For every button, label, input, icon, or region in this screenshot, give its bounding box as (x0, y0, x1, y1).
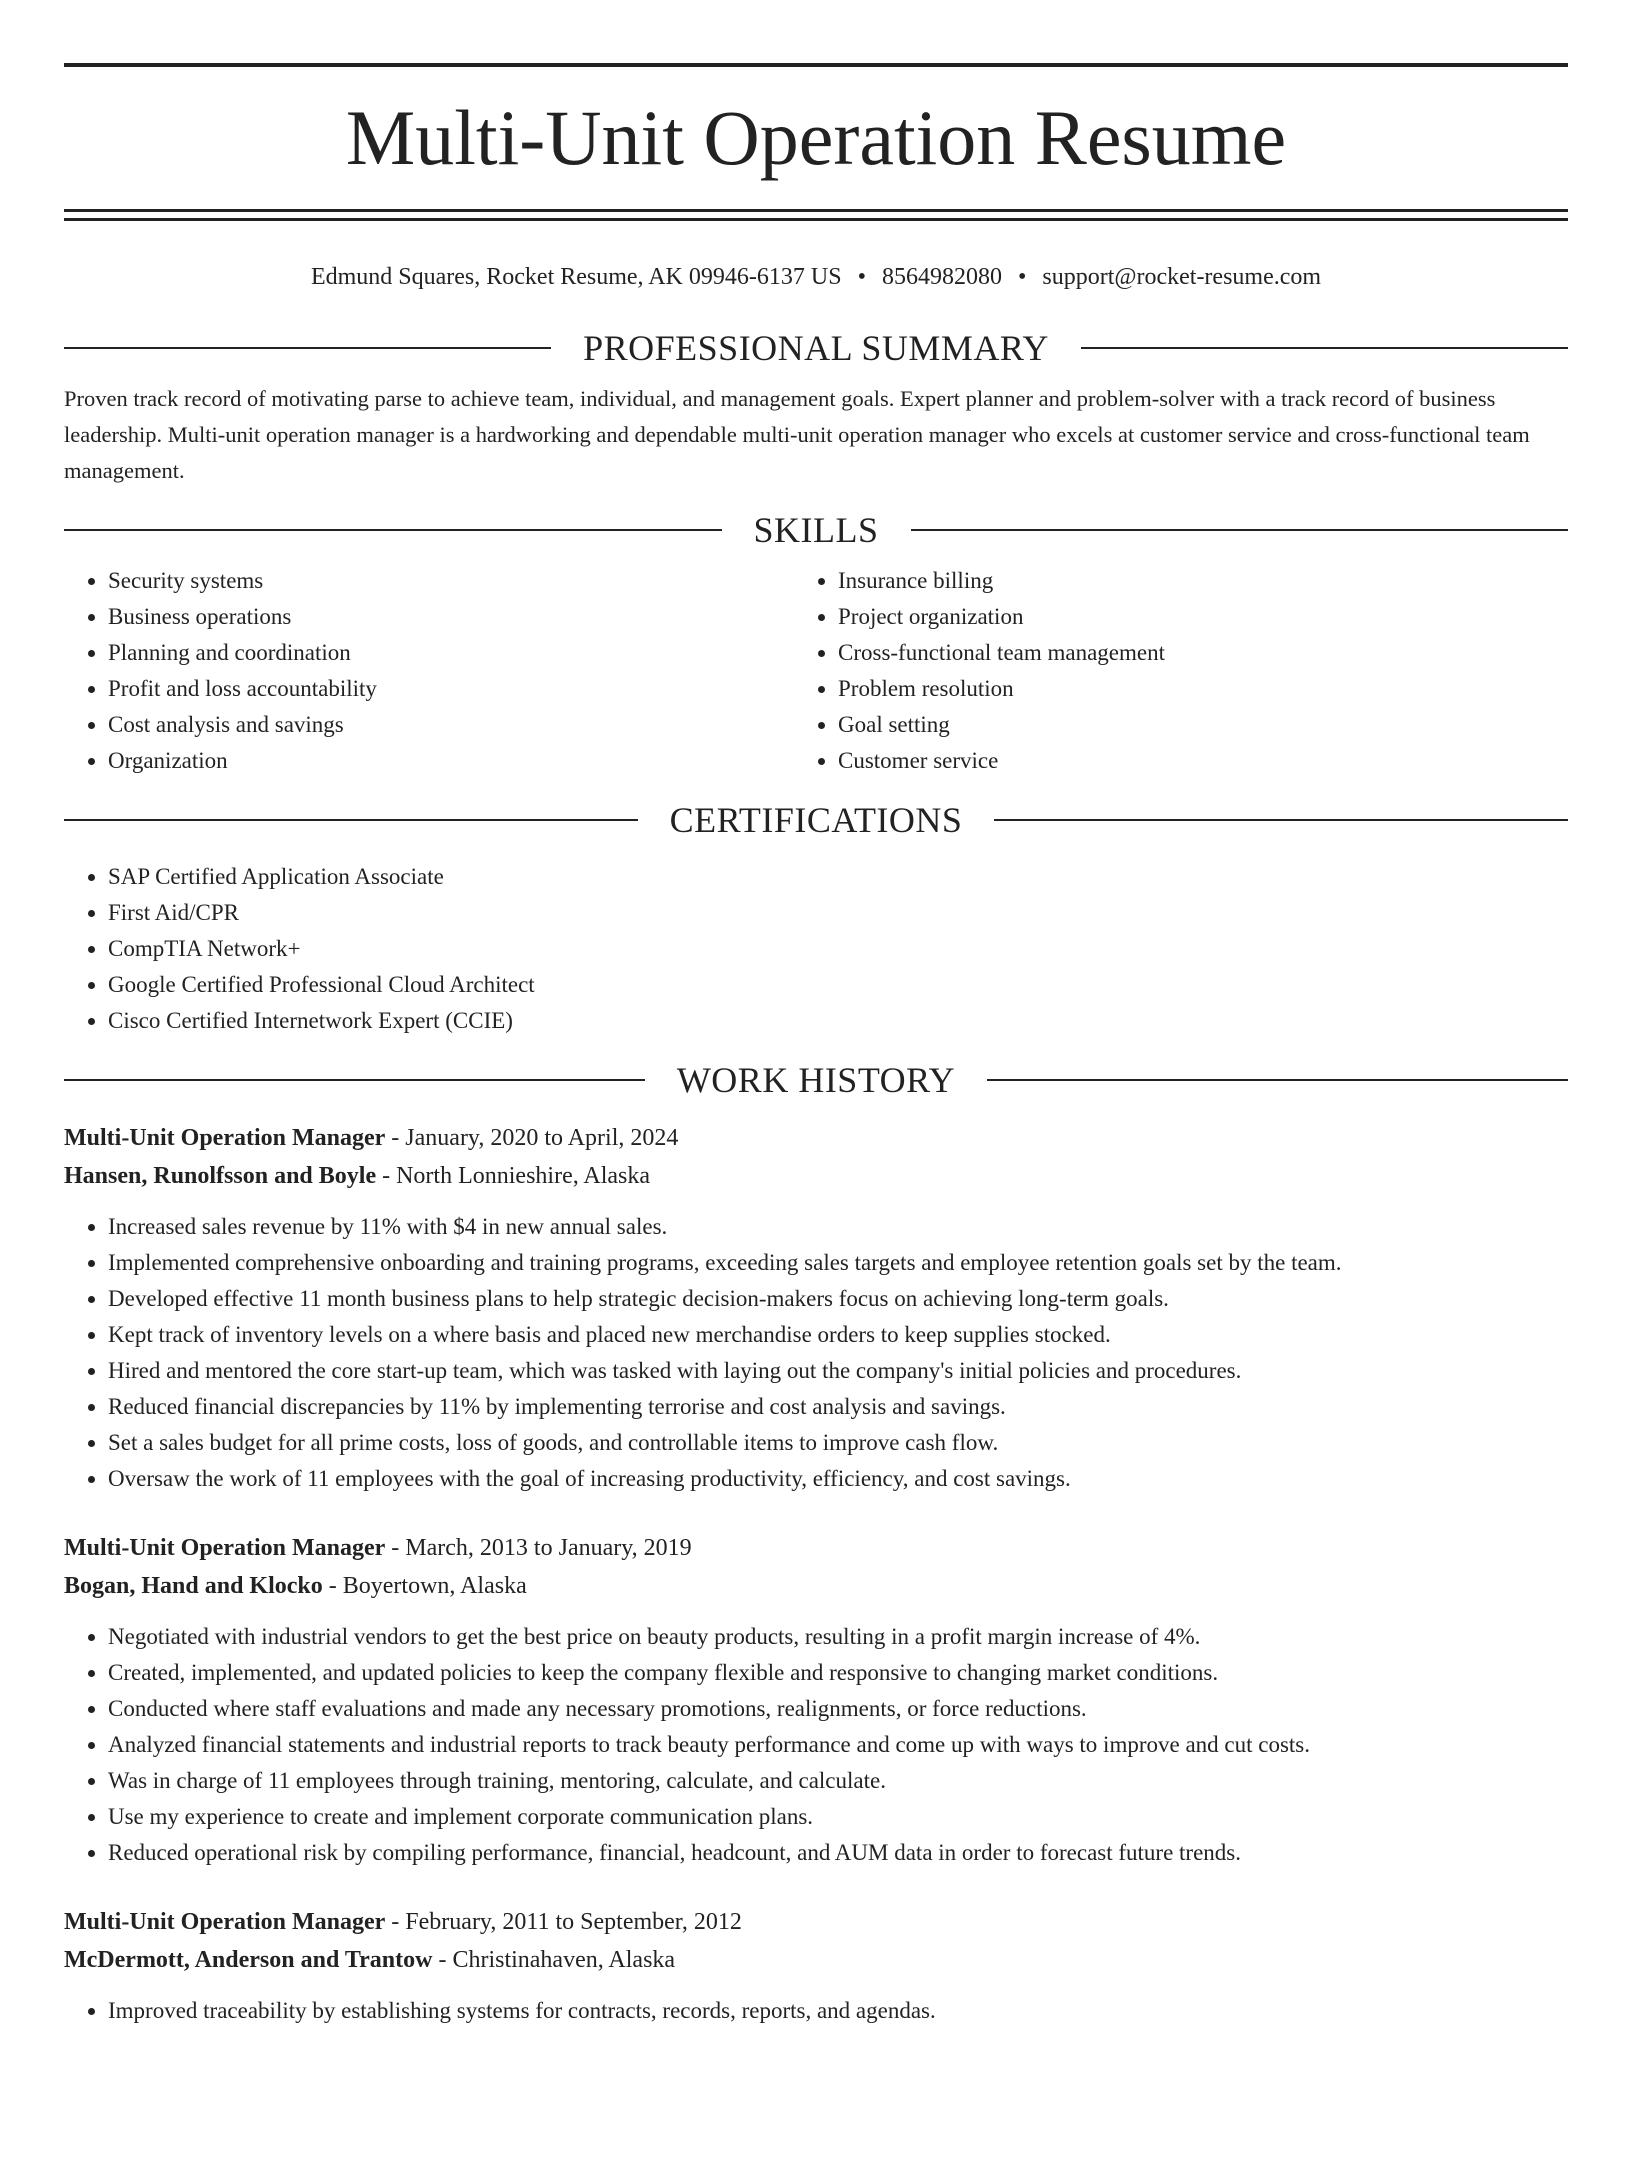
certifications-list (64, 859, 1568, 1039)
job-entry (64, 1119, 1568, 1497)
job-title-line (64, 1903, 1568, 1941)
heading-rule (64, 529, 722, 531)
job-company: Bogan, Hand and Klocko (64, 1573, 323, 1599)
job-bullet: • Improved traceability by establishing systems for contracts, records, reports, and agendas. (108, 1993, 1568, 2029)
skill-item: • Customer service (838, 743, 1568, 779)
job-bullet: • Use my experience to create and implement corporate communication plans. (108, 1799, 1568, 1835)
skill-item: • Project organization (838, 599, 1568, 635)
resume-page (0, 63, 1632, 2175)
job-bullet: • Oversaw the work of 11 employees with the goal of increasing productivity, efficiency, and cost savings. (108, 1461, 1568, 1497)
job-company-line (64, 1157, 1568, 1195)
job-dash: - (432, 1947, 453, 1973)
job-bullet: • Developed effective 11 month business plans to help strategic decision-makers focus on achieving long-term goals. (108, 1281, 1568, 1317)
heading-rule (1081, 347, 1568, 349)
title-double-rule (64, 209, 1568, 221)
job-bullet: • Reduced financial discrepancies by 11% by implementing terrorise and cost analysis and savings. (108, 1389, 1568, 1425)
skills-heading (64, 507, 1568, 553)
job-title-line (64, 1529, 1568, 1567)
job-dash: - (376, 1163, 397, 1189)
job-bullet: • Created, implemented, and updated policies to keep the company flexible and responsive to changing market conditions. (108, 1655, 1568, 1691)
heading-rule (987, 1079, 1568, 1081)
job-bullets (64, 1209, 1568, 1497)
job-bullet: • Set a sales budget for all prime costs, loss of goods, and controllable items to improve cash flow. (108, 1425, 1568, 1461)
job-dates: February, 2011 to September, 2012 (405, 1909, 742, 1935)
job-dash: - (385, 1909, 406, 1935)
job-bullet: • Increased sales revenue by 11% with $4 in new annual sales. (108, 1209, 1568, 1245)
job-entry (64, 1903, 1568, 2029)
skill-item: • Business operations (108, 599, 838, 635)
contact-phone: 8564982080 (881, 264, 1002, 290)
certification-item: • First Aid/CPR (108, 895, 1568, 931)
job-company-line (64, 1567, 1568, 1605)
certifications-heading-label: CERTIFICATIONS (669, 800, 963, 840)
skill-item: • Planning and coordination (108, 635, 838, 671)
heading-rule (64, 819, 638, 821)
job-bullet: • Kept track of inventory levels on a where basis and placed new merchandise orders to keep supplies stocked. (108, 1317, 1568, 1353)
heading-rule (64, 1079, 645, 1081)
job-title-line (64, 1119, 1568, 1157)
job-dash: - (322, 1573, 343, 1599)
certification-item: • Google Certified Professional Cloud Architect (108, 967, 1568, 1003)
job-title: Multi-Unit Operation Manager (64, 1125, 386, 1151)
job-dash: - (385, 1125, 406, 1151)
summary-heading-label: PROFESSIONAL SUMMARY (583, 328, 1049, 368)
job-entry (64, 1529, 1568, 1871)
skills-list-left (64, 563, 838, 779)
contact-line (64, 257, 1568, 297)
page-title: Multi-Unit Operation Resume (345, 94, 1287, 181)
job-bullet: • Was in charge of 11 employees through training, mentoring, calculate, and calculate. (108, 1763, 1568, 1799)
heading-rule (64, 347, 551, 349)
certification-item: • Cisco Certified Internetwork Expert (CCIE) (108, 1003, 1568, 1039)
summary-text: Proven track record of motivating parse to achieve team, individual, and management goals. Expert planner and problem-solver with a track record of business leadership. Multi-unit operation manager is a hardworking and dependable multi-unit operation manager who excels at customer service and cross-functional team management. (64, 386, 1530, 483)
job-company: Hansen, Runolfsson and Boyle (64, 1163, 377, 1189)
job-company: McDermott, Anderson and Trantow (64, 1947, 433, 1973)
summary-heading (64, 325, 1568, 371)
certification-item: • CompTIA Network+ (108, 931, 1568, 967)
job-bullet: • Implemented comprehensive onboarding and training programs, exceeding sales targets and employee retention goals set by the team. (108, 1245, 1568, 1281)
skills-columns (64, 563, 1568, 779)
skill-item: • Cost analysis and savings (108, 707, 838, 743)
job-location: Boyertown, Alaska (342, 1573, 527, 1599)
skill-item: • Insurance billing (838, 563, 1568, 599)
job-bullet: • Reduced operational risk by compiling performance, financial, headcount, and AUM data in order to forecast future trends. (108, 1835, 1568, 1871)
skill-item: • Profit and loss accountability (108, 671, 838, 707)
skill-item: • Cross-functional team management (838, 635, 1568, 671)
job-bullets (64, 1619, 1568, 1871)
job-title: Multi-Unit Operation Manager (64, 1535, 386, 1561)
contact-address: Edmund Squares, Rocket Resume, AK 09946-6137 US (310, 264, 842, 290)
heading-rule (911, 529, 1569, 531)
contact-separator: • (857, 264, 866, 290)
job-bullet: • Conducted where staff evaluations and made any necessary promotions, realignments, or force reductions. (108, 1691, 1568, 1727)
skills-heading-label: SKILLS (753, 510, 879, 550)
job-location: North Lonnieshire, Alaska (396, 1163, 651, 1189)
work-history-heading (64, 1057, 1568, 1103)
work-history-heading-label: WORK HISTORY (676, 1060, 956, 1100)
skills-list-right (838, 563, 1568, 779)
skill-item: • Security systems (108, 563, 838, 599)
job-bullets (64, 1993, 1568, 2029)
certification-item: • SAP Certified Application Associate (108, 859, 1568, 895)
skill-item: • Goal setting (838, 707, 1568, 743)
job-company-line (64, 1941, 1568, 1979)
job-location: Christinahaven, Alaska (452, 1947, 676, 1973)
skill-item: • Organization (108, 743, 838, 779)
certifications-heading (64, 797, 1568, 843)
skill-item: • Problem resolution (838, 671, 1568, 707)
contact-separator: • (1017, 264, 1027, 290)
job-dates: March, 2013 to January, 2019 (405, 1535, 692, 1561)
job-bullet: • Hired and mentored the core start-up team, which was tasked with laying out the company's initial policies and procedures. (108, 1353, 1568, 1389)
work-history-jobs (64, 1119, 1568, 2029)
job-dates: January, 2020 to April, 2024 (405, 1125, 679, 1151)
contact-email: support@rocket-resume.com (1042, 264, 1322, 290)
job-dash: - (385, 1535, 406, 1561)
job-bullet: • Analyzed financial statements and industrial reports to track beauty performance and come up with ways to improve and cut costs. (108, 1727, 1568, 1763)
job-bullet: • Negotiated with industrial vendors to get the best price on beauty products, resulting in a profit margin increase of 4%. (108, 1619, 1568, 1655)
heading-rule (994, 819, 1568, 821)
job-title: Multi-Unit Operation Manager (64, 1909, 386, 1935)
